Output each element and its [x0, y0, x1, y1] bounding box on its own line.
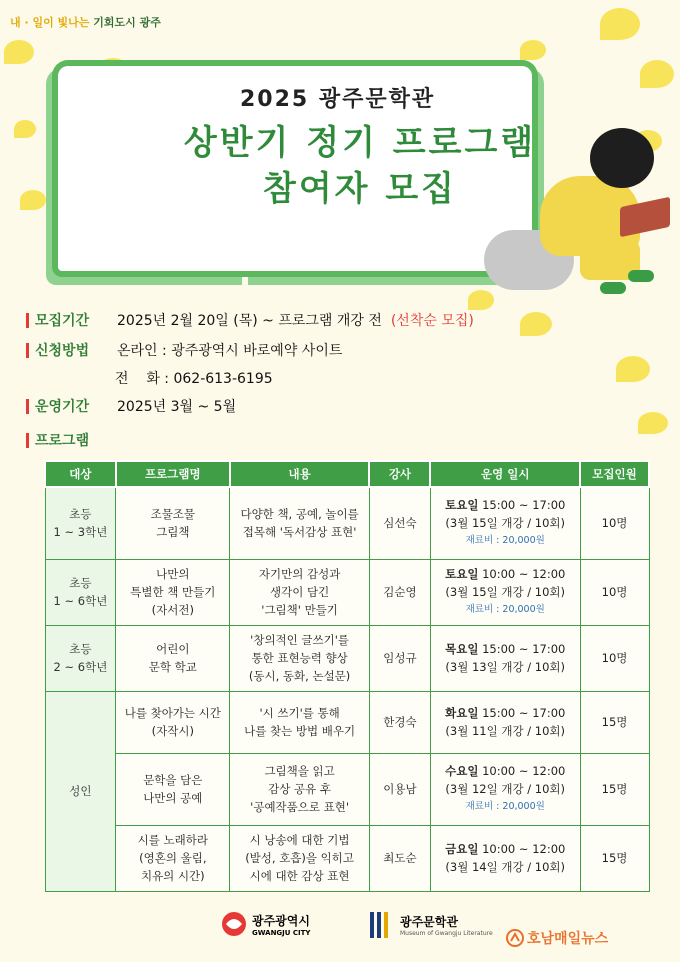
page-title: 상반기 정기 프로그램 참여자 모집: [183, 123, 537, 209]
cell-content: 다양한 책, 공예, 놀이를 접목해 '독서감상 표현': [230, 487, 370, 559]
material-fee: 재료비 : 20,000원: [465, 604, 545, 615]
cell-target: 성인: [45, 691, 116, 891]
cell-capacity: 15명: [580, 825, 649, 891]
cell-program-name: 문학을 담은 나만의 공예: [116, 753, 230, 825]
table-row: [45, 625, 649, 691]
flower-petal-icon: [600, 8, 640, 40]
cell-teacher: 이용남: [369, 753, 430, 825]
museum-logo: 광주문학관 Museum of Gwangju Literature: [368, 910, 493, 940]
cell-schedule: 토요일 15:00 ~ 17:00 (3월 15일 개강 / 10회) 재료비 : 20,000원: [430, 487, 580, 559]
table-header: 내용: [230, 461, 370, 487]
cell-capacity: 10명: [580, 487, 649, 559]
material-fee: 재료비 : 20,000원: [465, 535, 545, 547]
table-row: [45, 487, 649, 559]
table-row: [45, 753, 649, 825]
cell-target: 초등 1 ~ 6학년: [45, 559, 116, 625]
cell-schedule: 금요일 10:00 ~ 12:00 (3월 14일 개강 / 10회): [430, 825, 580, 891]
flower-petal-icon: [4, 40, 34, 64]
table-header: 대상: [45, 461, 116, 487]
cell-capacity: 15명: [580, 691, 649, 753]
title-year-line: 2025 광주문학관: [240, 87, 436, 112]
cell-program-name: 나만의 특별한 책 만들기 (자서전): [116, 559, 230, 625]
apply-method-row: 신청방법 온라인 : 광주광역시 바로예약 사이트: [26, 340, 342, 360]
cell-program-name: 조물조물 그림책: [116, 487, 230, 559]
table-header: 모집인원: [580, 461, 649, 487]
cell-teacher: 한경숙: [369, 691, 430, 753]
table-header: 운영 일시: [430, 461, 580, 487]
cell-schedule: 수요일 10:00 ~ 12:00 (3월 12일 개강 / 10회) 재료비 : 20,000원: [430, 753, 580, 825]
cell-content: '창의적인 글쓰기'를 통한 표현능력 향상 (동시, 동화, 논설문): [230, 625, 370, 691]
program-heading: 프로그램: [26, 430, 117, 450]
cell-teacher: 최도순: [369, 825, 430, 891]
cell-capacity: 15명: [580, 753, 649, 825]
program-table: [44, 460, 650, 892]
table-row: [45, 825, 649, 891]
cell-program-name: 나를 찾아가는 시간 (자작시): [116, 691, 230, 753]
gwangju-emblem-icon: [220, 910, 248, 938]
cell-schedule: 목요일 15:00 ~ 17:00 (3월 13일 개강 / 10회): [430, 625, 580, 691]
cell-schedule: 화요일 15:00 ~ 17:00 (3월 11일 개강 / 10회): [430, 691, 580, 753]
flower-petal-icon: [468, 290, 494, 310]
cell-teacher: 임성규: [369, 625, 430, 691]
cell-content: '시 쓰기'를 통해 나를 찾는 방법 배우기: [230, 691, 370, 753]
cell-teacher: 심선숙: [369, 487, 430, 559]
flower-petal-icon: [640, 60, 674, 88]
gwangju-city-logo: 광주광역시 GWANGJU CITY: [220, 910, 311, 938]
cell-capacity: 10명: [580, 559, 649, 625]
flower-petal-icon: [520, 312, 552, 336]
recruit-period-row: 모집기간 2025년 2월 20일 (목) ~ 프로그램 개강 전 (선착순 모집): [26, 310, 474, 330]
run-period-row: 운영기간 2025년 3월 ~ 5월: [26, 396, 236, 416]
cell-program-name: 시를 노래하라 (영혼의 울림, 치유의 시간): [116, 825, 230, 891]
museum-emblem-icon: [368, 910, 394, 940]
cell-content: 시 낭송에 대한 기법 (발성, 호흡)을 익히고 시에 대한 감상 표현: [230, 825, 370, 891]
cell-program-name: 어린이 문학 학교: [116, 625, 230, 691]
city-slogan: 내 · 일이 빛나는 기회도시 광주: [10, 16, 161, 29]
flower-petal-icon: [520, 40, 546, 60]
apply-phone-row: 전 화 : 062-613-6195: [115, 371, 273, 387]
table-header: 프로그램명: [116, 461, 230, 487]
cell-capacity: 10명: [580, 625, 649, 691]
table-row: [45, 691, 649, 753]
cell-target: 초등 2 ~ 6학년: [45, 625, 116, 691]
table-row: [45, 559, 649, 625]
material-fee: 재료비 : 20,000원: [465, 801, 545, 812]
flower-petal-icon: [616, 356, 650, 382]
cell-content: 자기만의 감성과 생각이 담긴 '그림책' 만들기: [230, 559, 370, 625]
cell-content: 그림책을 읽고 감상 공유 후 '공예작품으로 표현': [230, 753, 370, 825]
table-header: 강사: [369, 461, 430, 487]
news-watermark: 호남매일뉴스: [506, 928, 608, 948]
flower-petal-icon: [638, 412, 668, 434]
cell-teacher: 김순영: [369, 559, 430, 625]
cell-schedule: 토요일 10:00 ~ 12:00 (3월 15일 개강 / 10회) 재료비 : 20,000원: [430, 559, 580, 625]
cell-target: 초등 1 ~ 3학년: [45, 487, 116, 559]
news-logo-icon: [506, 929, 524, 947]
